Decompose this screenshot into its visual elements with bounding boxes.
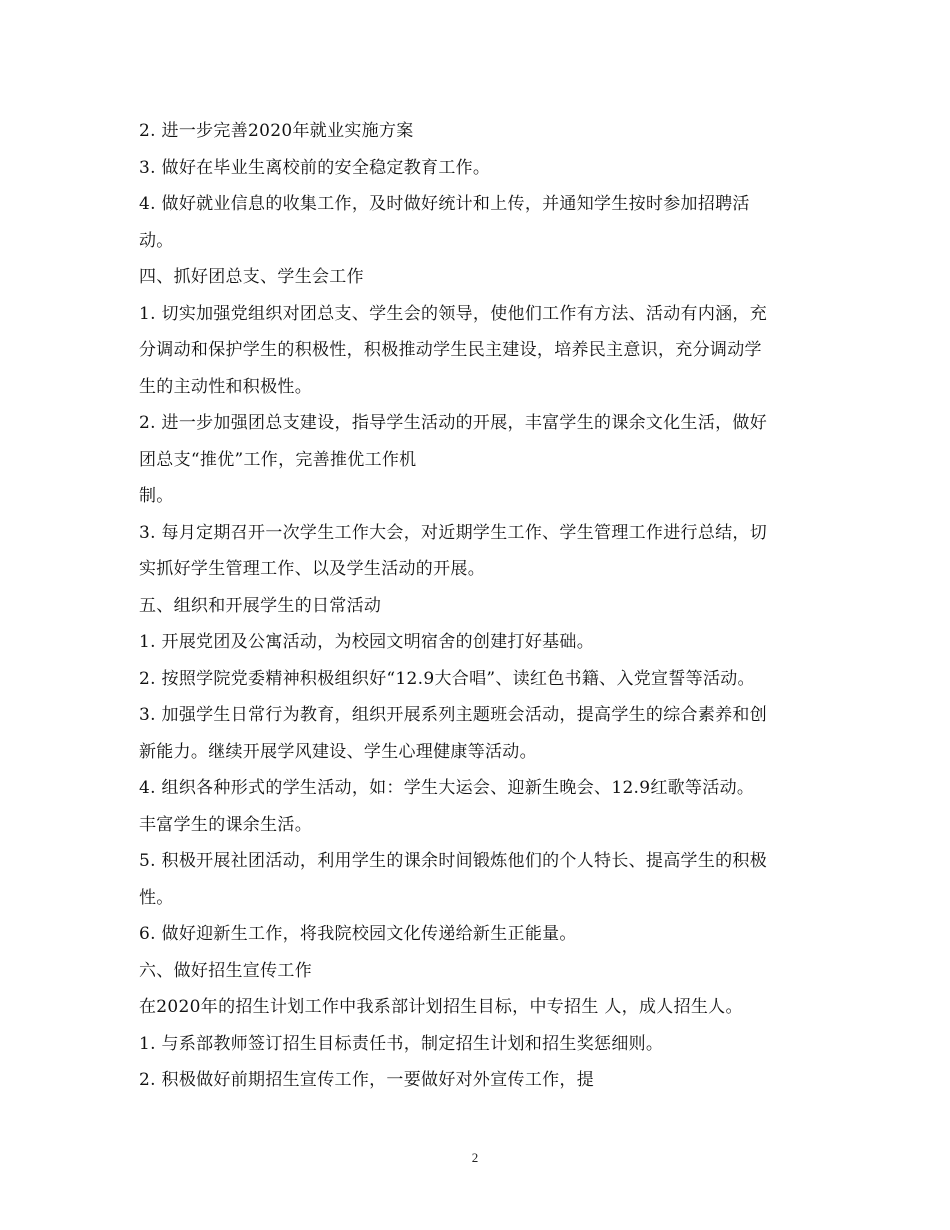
text-line: 四、抓好团总支、学生会工作 <box>139 267 364 287</box>
text-line: 2. 按照学院党委精神积极组织好“12.9大合唱”、读红色书籍、入党宣誓等活动。 <box>139 668 755 689</box>
text-line: 1. 与系部教师签订招生目标责任书，制定招生计划和招生奖惩细则。 <box>139 1033 664 1054</box>
text-line: 6. 做好迎新生工作，将我院校园文化传递给新生正能量。 <box>139 924 577 944</box>
text-line: 五、组织和开展学生的日常活动 <box>139 595 382 616</box>
text-line: 实抓好学生管理工作、以及学生活动的开展。 <box>139 559 485 579</box>
text-line: 2. 进一步加强团总支建设，指导学生活动的开展，丰富学生的课余文化生活，做好 <box>139 413 768 433</box>
text-line: 生的主动性和积极性。 <box>139 376 312 397</box>
text-line: 3. 加强学生日常行为教育，组织开展系列主题班会活动，提高学生的综合素养和创 <box>139 705 768 725</box>
text-line: 六、做好招生宣传工作 <box>139 960 312 981</box>
text-line: 3. 做好在毕业生离校前的安全稳定教育工作。 <box>139 157 491 178</box>
text-line: 1. 开展党团及公寓活动，为校园文明宿舍的创建打好基础。 <box>139 632 595 652</box>
text-line: 性。 <box>139 887 174 908</box>
text-line: 4. 做好就业信息的收集工作，及时做好统计和上传，并通知学生按时参加招聘活 <box>139 194 750 214</box>
text-line: 3. 每月定期召开一次学生工作大会，对近期学生工作、学生管理工作进行总结，切 <box>139 522 768 543</box>
text-line: 在2020年的招生计划工作中我系部计划招生目标，中专招生 人，成人招生人。 <box>139 997 743 1017</box>
text-line: 5. 积极开展社团活动，利用学生的课余时间锻炼他们的个人特长、提高学生的积极 <box>139 851 768 871</box>
text-line: 丰富学生的课余生活。 <box>139 814 312 835</box>
text-line: 团总支“推优”工作，完善推优工作机 <box>139 449 417 470</box>
text-line: 动。 <box>139 230 174 251</box>
text-line: 2. 积极做好前期招生宣传工作，一要做好对外宣传工作，提 <box>139 1070 595 1090</box>
page-number: 2 <box>471 1150 479 1165</box>
text-line: 1. 切实加强党组织对团总支、学生会的领导，使他们工作有方法、活动有内涵，充 <box>139 303 768 324</box>
text-line: 2. 进一步完善2020年就业实施方案 <box>139 121 414 141</box>
text-line: 制。 <box>139 486 174 506</box>
document-body <box>139 113 811 1099</box>
text-line: 新能力。继续开展学风建设、学生心理健康等活动。 <box>139 741 537 762</box>
text-line: 4. 组织各种形式的学生活动，如：学生大运会、迎新生晚会、12.9红歌等活动。 <box>139 778 755 798</box>
text-line: 分调动和保护学生的积极性，积极推动学生民主建设，培养民主意识，充分调动学 <box>139 340 762 360</box>
